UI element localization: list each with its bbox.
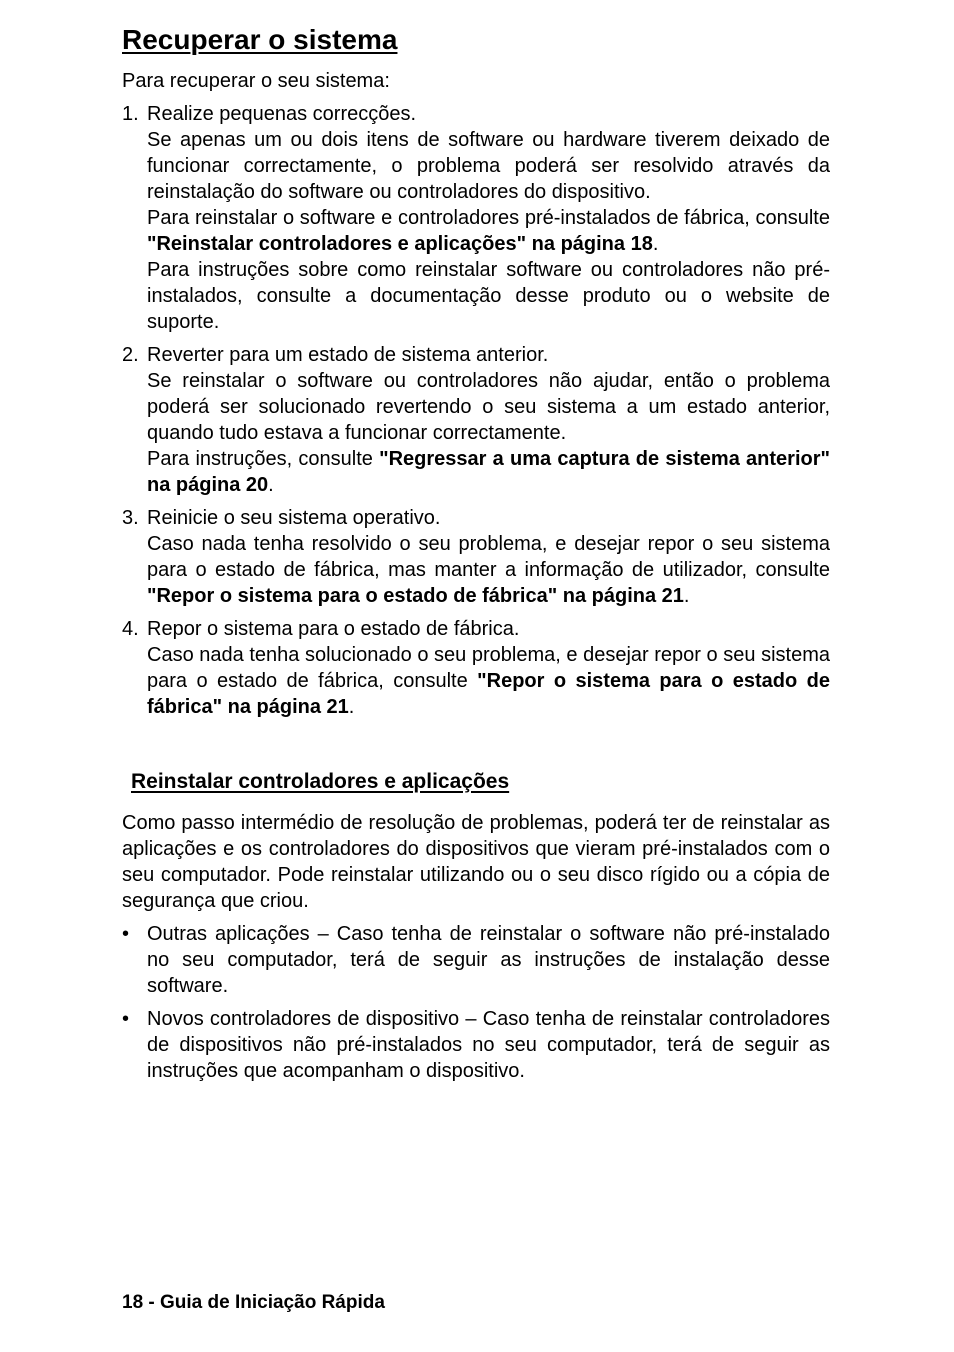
- cross-reference-link[interactable]: "Repor o sistema para o estado de fábrica" na página 21: [147, 585, 684, 607]
- section-paragraph: Como passo intermédio de resolução de problemas, poderá ter de reinstalar as aplicações e os controladores do dispositivos que vieram pré-instalados com o seu computador. Pode reinstalar utilizando ou o seu disco rígido ou a cópia de segurança que criou.: [122, 812, 830, 912]
- step-paragraph: [147, 642, 830, 720]
- recovery-steps-list: [122, 101, 830, 727]
- list-item: [122, 921, 830, 999]
- step-text: .: [268, 474, 274, 496]
- intro-text: Para recuperar o seu sistema:: [122, 70, 390, 92]
- bullet-text: Novos controladores de dispositivo – Caso tenha de reinstalar controladores de dispositivos não pré-instalados no seu computador, terá de seguir as instruções que acompanham o dispositivo.: [147, 1008, 830, 1082]
- cross-reference-link[interactable]: "Reinstalar controladores e aplicações" na página 18: [147, 233, 653, 255]
- step-text: Para instruções, consulte: [147, 448, 380, 470]
- bullet-list: [122, 921, 830, 1091]
- step-text: .: [683, 585, 690, 607]
- step-paragraph: [147, 531, 830, 609]
- bullet-text: Outras aplicações – Caso tenha de reinstalar o software não pré-instalado no seu computador, terá de seguir as instruções de instalação desse software.: [147, 923, 830, 997]
- list-item: [122, 616, 830, 720]
- page-footer: 18 - Guia de Iniciação Rápida: [122, 1292, 385, 1313]
- step-heading: Realize pequenas correcções.: [147, 103, 417, 125]
- bullet-icon: •: [122, 1008, 130, 1030]
- step-heading: Reverter para um estado de sistema anterior.: [147, 344, 549, 366]
- list-item: [122, 505, 830, 609]
- step-number: 1.: [122, 103, 139, 125]
- step-heading: Reinicie o seu sistema operativo.: [147, 507, 441, 529]
- step-paragraph: [147, 205, 830, 257]
- step-paragraph: [147, 446, 830, 498]
- bullet-icon: •: [122, 923, 130, 945]
- step-number: 4.: [122, 618, 139, 640]
- step-text: .: [652, 233, 659, 255]
- step-text: Para reinstalar o software e controladores pré-instalados de fábrica, consulte: [147, 207, 830, 229]
- cross-reference-link[interactable]: "Regressar a uma captura de sistema anterior" na página 20: [147, 448, 831, 496]
- list-item: [122, 1006, 830, 1084]
- list-item: [122, 101, 830, 335]
- step-text: Caso nada tenha resolvido o seu problema, e desejar repor o seu sistema para o estado de fábrica, mas manter a informação de utilizador, consulte: [147, 533, 830, 581]
- step-paragraph: Se apenas um ou dois itens de software ou hardware tiverem deixado de funcionar correctamente, o problema poderá ser resolvido através da reinstalação do software ou controladores do dispositivo.: [147, 129, 830, 203]
- cross-reference-link[interactable]: "Repor o sistema para o estado de fábrica" na página 21: [147, 670, 830, 718]
- step-number: 3.: [122, 507, 139, 529]
- step-number: 2.: [122, 344, 139, 366]
- step-paragraph: Para instruções sobre como reinstalar software ou controladores não pré-instalados, consulte a documentação desse produto ou o website de suporte.: [147, 259, 830, 333]
- list-item: [122, 342, 830, 498]
- section-heading: Reinstalar controladores e aplicações: [131, 770, 510, 793]
- step-paragraph: Se reinstalar o software ou controladores não ajudar, então o problema poderá ser solucionado revertendo o seu sistema a um estado anterior, quando tudo estava a funcionar correctamente.: [147, 370, 830, 444]
- step-text: .: [348, 696, 355, 718]
- step-heading: Repor o sistema para o estado de fábrica.: [147, 618, 520, 640]
- page-title: Recuperar o sistema: [122, 24, 398, 55]
- step-text: Caso nada tenha solucionado o seu problema, e desejar repor o seu sistema para o estado de fábrica, consulte: [147, 644, 830, 692]
